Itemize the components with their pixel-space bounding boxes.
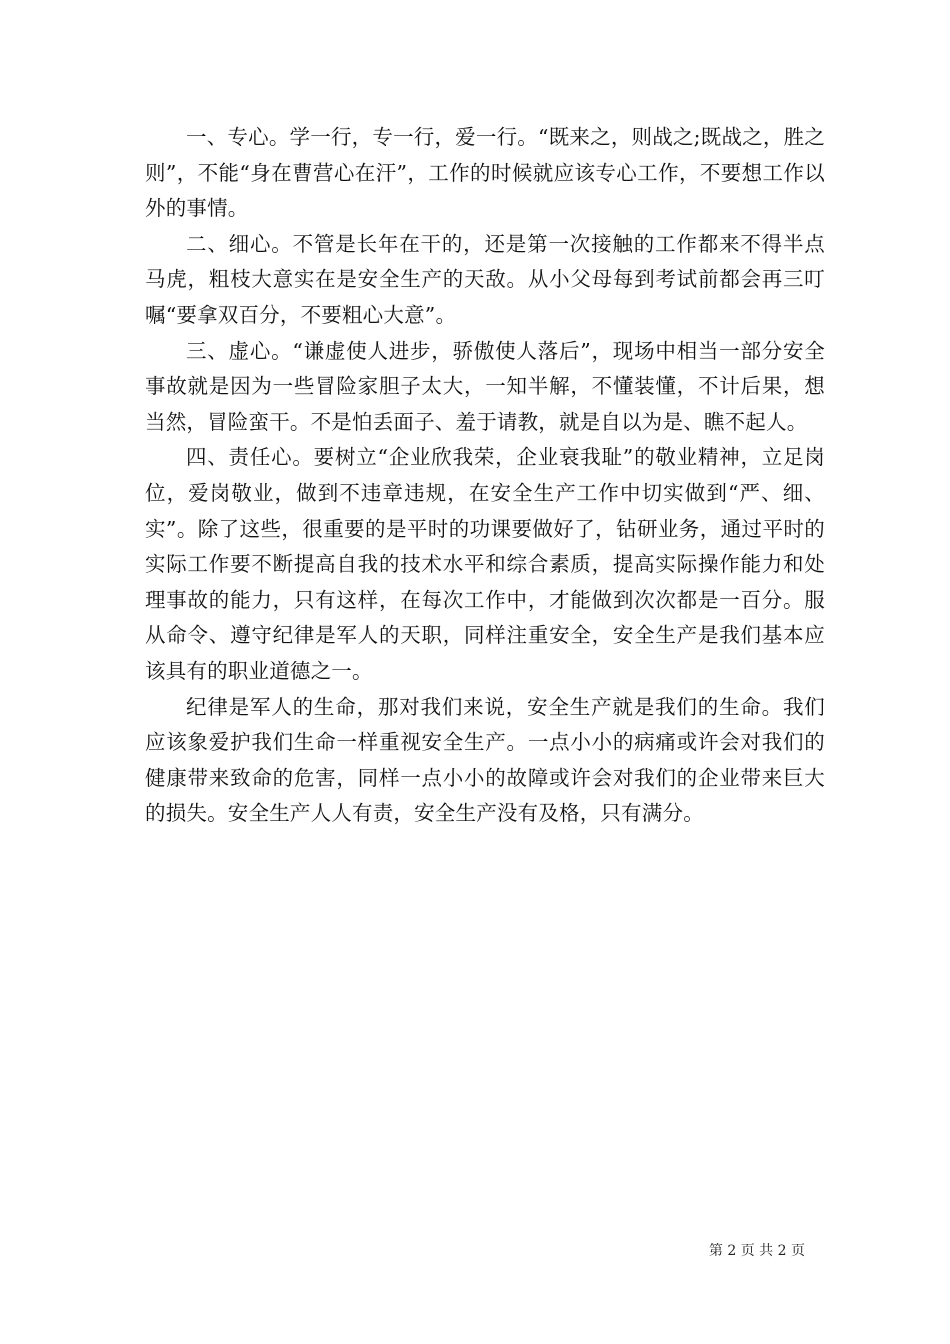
document-body [145, 120, 825, 832]
paragraph-conclusion: 纪律是军人的生命，那对我们来说，安全生产就是我们的生命。我们应该象爱护我们生命一样重视安全生产。一点小小的病痛或许会对我们的健康带来致命的危害，同样一点小小的故障或许会对我们的企业带来巨大的损失。安全生产人人有责，安全生产没有及格，只有满分。 [145, 694, 825, 826]
paragraph-focus: 一、专心。学一行，专一行，爱一行。“既来之，则战之;既战之，胜之则”，不能“身在曹营心在汗”，工作的时候就应该专心工作，不要想工作以外的事情。 [145, 125, 825, 221]
paragraph-modesty: 三、虚心。“谦虚使人进步，骄傲使人落后”，现场中相当一部分安全事故就是因为一些冒险家胆子太大，一知半解，不懂装懂，不计后果，想当然，冒险蛮干。不是怕丢面子、羞于请教，就是自以为是、瞧不起人。 [145, 338, 825, 434]
paragraph-responsibility: 四、责任心。要树立“企业欣我荣，企业衰我耻”的敬业精神，立足岗位，爱岗敬业，做到不违章违规，在安全生产工作中切实做到“严、细、实”。除了这些，很重要的是平时的功课要做好了，钻研业务，通过平时的实际工作要不断提高自我的技术水平和综合素质，提高实际操作能力和处理事故的能力，只有这样，在每次工作中，才能做到次次都是一百分。服从命令、遵守纪律是军人的天职，同样注重安全，安全生产是我们基本应该具有的职业道德之一。 [145, 445, 825, 683]
page-indicator: 第 2 页 共 2 页 [708, 1243, 805, 1259]
paragraph-carefulness: 二、细心。不管是长年在干的，还是第一次接触的工作都来不得半点马虎，粗枝大意实在是安全生产的天敌。从小父母每到考试前都会再三叮嘱“要拿双百分，不要粗心大意”。 [145, 231, 825, 327]
